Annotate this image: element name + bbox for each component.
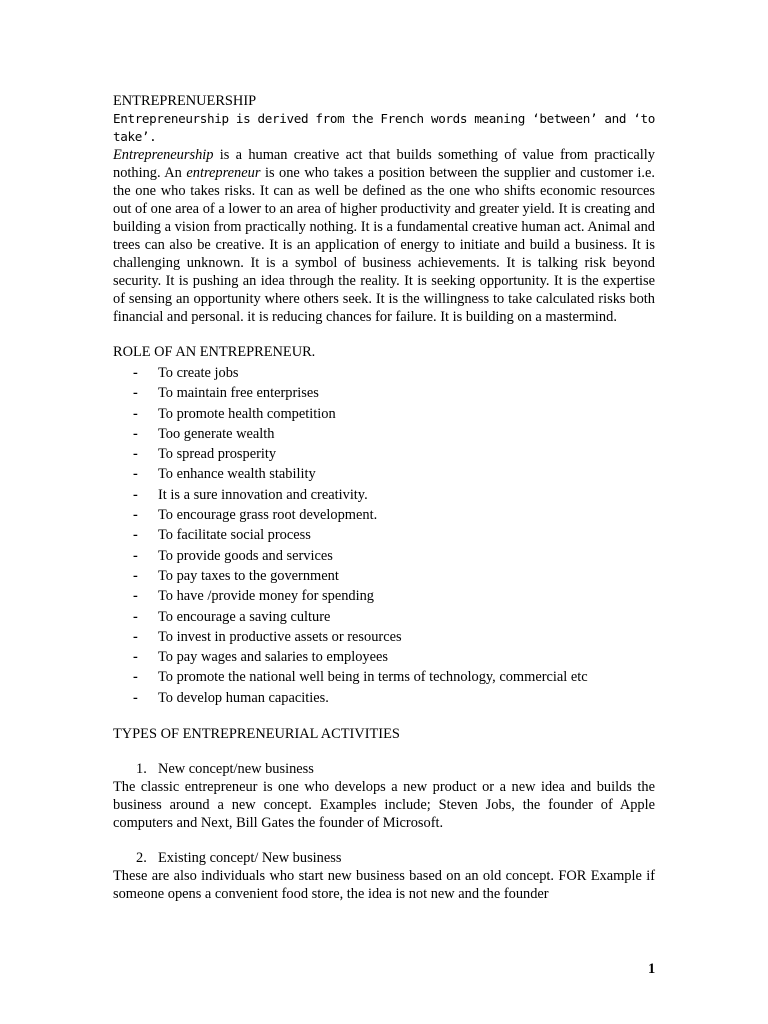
bullet-dash: - xyxy=(133,507,138,524)
bullet-dash: - xyxy=(133,486,138,503)
bullet-dash: - xyxy=(133,466,138,483)
bullet-dash: - xyxy=(133,547,138,564)
bullet-dash: - xyxy=(133,567,138,584)
existing-concept-paragraph: These are also individuals who start new business based on an old concept. FOR Example if someone opens a convenient food store, the idea is not new and the founder xyxy=(113,868,655,903)
page-number: 1 xyxy=(648,961,656,977)
bullet-dash: - xyxy=(133,649,138,666)
list-item: - Too generate wealth xyxy=(113,424,655,444)
new-concept-paragraph: The classic entrepreneur is one who develops a new product or a new idea and builds the business around a new concept. Examples include; Steven Jobs, the founder of Apple computers and Next, Bill Gates the founder of Microsoft. xyxy=(113,779,655,832)
bullet-dash: - xyxy=(133,669,138,686)
item-number: 1. xyxy=(136,761,147,778)
bullet-dash: - xyxy=(133,689,138,706)
entrepreneurship-paragraph xyxy=(113,146,655,326)
list-item: - To enhance wealth stability xyxy=(113,464,655,484)
item-title: New concept/new business xyxy=(158,761,314,778)
section-heading-types: TYPES OF ENTREPRENEURIAL ACTIVITIES xyxy=(113,726,400,743)
numbered-heading-new-concept xyxy=(113,760,655,778)
item-title: Existing concept/ New business xyxy=(158,850,342,867)
list-item: - To invest in productive assets or resources xyxy=(113,627,655,647)
definition-line: Entrepreneurship is derived from the French words meaning ‘between’ and ‘to take’. xyxy=(113,111,655,144)
list-item: - To pay wages and salaries to employees xyxy=(113,647,655,667)
list-item: - To provide goods and services xyxy=(113,546,655,566)
list-item: - To spread prosperity xyxy=(113,444,655,464)
bullet-dash: - xyxy=(133,527,138,544)
list-item: - To maintain free enterprises xyxy=(113,383,655,403)
list-item: - To promote the national well being in terms of technology, commercial etc xyxy=(113,667,655,687)
section-heading-entrepreneurship: ENTREPRENUERSHIP xyxy=(113,93,257,109)
list-item: - To encourage a saving culture xyxy=(113,607,655,627)
section-heading-roles: ROLE OF AN ENTREPRENEUR. xyxy=(113,344,316,360)
list-item: - To create jobs xyxy=(113,363,655,383)
list-item: - It is a sure innovation and creativity. xyxy=(113,485,655,505)
list-item: - To promote health competition xyxy=(113,404,655,424)
bullet-dash: - xyxy=(133,446,138,463)
bullet-dash: - xyxy=(133,405,138,422)
bullet-dash: - xyxy=(133,385,138,402)
list-item: - To facilitate social process xyxy=(113,525,655,545)
bullet-dash: - xyxy=(133,365,138,381)
list-item: - To encourage grass root development. xyxy=(113,505,655,525)
term-entrepreneur: entrepreneur xyxy=(186,165,261,181)
paragraph-text-part1: is a human creative act that builds something of value from practically nothing. An xyxy=(113,147,655,181)
bullet-dash: - xyxy=(133,425,138,442)
item-number: 2. xyxy=(136,850,147,867)
list-item: - To develop human capacities. xyxy=(113,688,655,708)
numbered-heading-existing-concept xyxy=(113,849,655,867)
list-item: - To have /provide money for spending xyxy=(113,586,655,606)
page-content xyxy=(113,92,655,903)
bullet-dash: - xyxy=(133,608,138,625)
bullet-dash: - xyxy=(133,588,138,605)
term-entrepreneurship: Entrepreneurship xyxy=(113,147,214,163)
roles-list xyxy=(113,363,655,708)
paragraph-text-part2: is one who takes a position between the supplier and customer i.e. the one who takes risks. It can as well be defined as the one who shifts economic resources out of one area of a lower to an area of higher productivity and greater yield. It is creating and building a vision from practically nothing. It is a fundamental creative human act. Animal and trees can also be creative. It is an application of energy to initiate and build a business. It is challenging unknown. It is a symbol of business achievements. It is talking risk beyond security. It is pushing an idea through the reality. It is seeking opportunity. It is the expertise of sensing an opportunity where others seek. It is the willingness to take calculated risks both financial and personal. it is reducing chances for failure. It is building on a mastermind. xyxy=(113,165,655,325)
list-item: - To pay taxes to the government xyxy=(113,566,655,586)
bullet-dash: - xyxy=(133,628,138,645)
